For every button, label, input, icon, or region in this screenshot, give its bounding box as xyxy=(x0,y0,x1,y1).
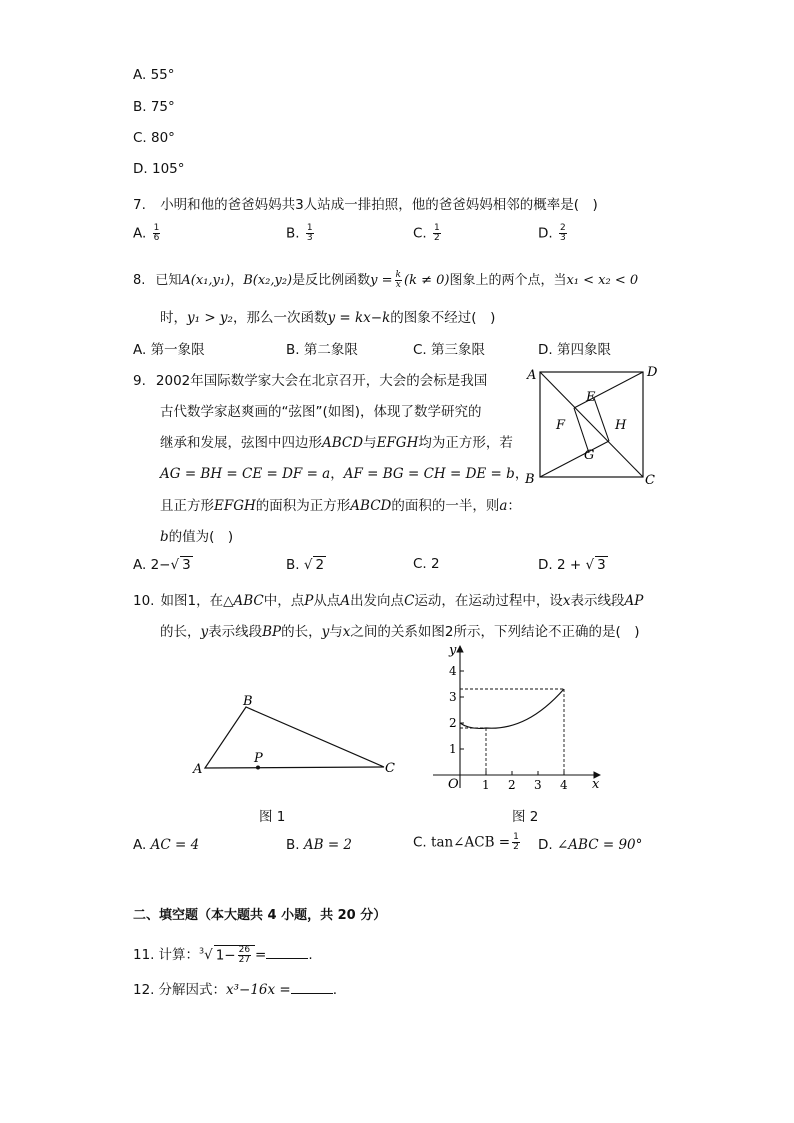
q11-answer-blank[interactable] xyxy=(266,946,308,959)
q10-option-b: B. AB = 2 xyxy=(286,837,353,853)
q8-line2: 时，y₁ > y₂，那么一次函数y = kx−k的图象不经过( ) xyxy=(160,310,496,326)
q9-line3: 继承和发展，弦图中四边形ABCD与EFGH均为正方形，若 xyxy=(160,435,513,451)
tri-label-a: A xyxy=(193,762,203,777)
q8-option-d: D. 第四象限 xyxy=(538,342,611,358)
q9-line1: 9. 2002年国际数学家大会在北京召开，大会的会标是我国 xyxy=(133,373,488,389)
q12: 12. 分解因式：x³−16x = . xyxy=(133,982,338,998)
tri-label-c: C xyxy=(385,761,395,776)
q8-option-c: C. 第三象限 xyxy=(413,342,486,358)
q8-option-b: B. 第二象限 xyxy=(286,342,358,358)
q10-figure1 xyxy=(188,690,408,780)
xtick-1: 1 xyxy=(482,778,490,792)
section2-title: 二、填空题（本大题共 4 小题，共 20 分） xyxy=(133,908,387,923)
q9-figure xyxy=(520,360,660,488)
label-a: A xyxy=(527,368,537,383)
line-df xyxy=(574,372,643,408)
ytick-1: 1 xyxy=(449,742,457,756)
q7-option-c: C. $\frac{1}{2}$ xyxy=(413,223,440,243)
q9-line6: b的值为( ) xyxy=(160,529,234,545)
q9-line5: 且正方形EFGH的面积为正方形ABCD的面积的一半，则a： xyxy=(160,498,521,514)
graph-origin: O xyxy=(448,777,459,792)
q7-number: 7. xyxy=(133,197,146,213)
label-d: D xyxy=(647,365,658,380)
q12-answer-blank[interactable] xyxy=(291,981,333,994)
q10-figure2 xyxy=(425,638,610,793)
q10-line2: 的长，y表示线段BP的长，y与x之间的关系如图2所示，下列结论不正确的是( ) xyxy=(160,624,640,640)
q9-line2: 古代数学家赵爽画的“弦图”(如图)，体现了数学研究的 xyxy=(160,404,482,420)
q7-option-a: A. $\frac{1}{6}$ xyxy=(133,223,160,243)
q10-option-c: C. tan∠ACB = $\frac{1}{2}$ xyxy=(413,832,519,852)
q6-option-b: B. 75° xyxy=(133,99,175,115)
q10-line1: 10. 如图1，在△ABC中，点P从点A出发向点C运动，在运动过程中，设x表示线段AP xyxy=(133,593,644,609)
label-h: H xyxy=(615,418,627,433)
xtick-4: 4 xyxy=(560,778,568,792)
ytick-3: 3 xyxy=(449,690,457,704)
q7-option-b: B. $\frac{1}{3}$ xyxy=(286,223,313,243)
label-g: G xyxy=(584,448,595,463)
q9-option-a: A. 2−√ 3 xyxy=(133,557,191,573)
q9-option-b: B. √ 2 xyxy=(286,557,325,573)
q7-option-d: D. $\frac{2}{3}$ xyxy=(538,223,566,243)
q6-option-a: A. 55° xyxy=(133,67,175,83)
q8-option-a: A. 第一象限 xyxy=(133,342,205,358)
line-bh xyxy=(540,441,609,477)
fig1-caption: 图 1 xyxy=(259,809,286,825)
triangle-abc xyxy=(205,707,384,768)
label-f: F xyxy=(556,418,566,433)
q9-line4: AG = BH = CE = DF = a，AF = BG = CH = DE = b， xyxy=(160,466,529,482)
label-e: E xyxy=(586,390,596,405)
q7-text: 小明和他的爸爸妈妈共3人站成一排拍照，他的爸爸妈妈相邻的概率是( ) xyxy=(160,197,598,213)
label-c: C xyxy=(645,473,655,488)
q6-option-d: D. 105° xyxy=(133,161,185,177)
q10-option-a: A. AC = 4 xyxy=(133,837,200,853)
ytick-4: 4 xyxy=(449,664,457,678)
xtick-2: 2 xyxy=(508,778,516,792)
tri-label-p: P xyxy=(254,751,263,766)
xtick-3: 3 xyxy=(534,778,542,792)
q6-option-c: C. 80° xyxy=(133,130,175,146)
tri-label-b: B xyxy=(243,694,253,709)
graph-xlabel: x xyxy=(592,777,600,792)
y-vs-x-curve xyxy=(460,689,564,728)
q9-option-c: C. 2 xyxy=(413,556,440,572)
q7-stem xyxy=(133,193,598,213)
q8-line1: 8. 已知A(x₁,y₁)，B(x₂,y₂)是反比例函数y = $\frac{k}{x}$ (k ≠ 0)图象上的两个点，当x₁ < x₂ < 0 xyxy=(133,270,639,290)
graph-ylabel: y xyxy=(449,643,457,658)
q10-option-d: D. ∠ABC = 90° xyxy=(538,837,643,853)
fig2-caption: 图 2 xyxy=(512,809,539,825)
q9-option-d: D. 2 + √ 3 xyxy=(538,557,606,573)
q11: 11. 计算：$^3$√ 1− $\frac{26}{27}$ = . xyxy=(133,944,313,965)
ytick-2: 2 xyxy=(449,716,457,730)
point-p xyxy=(256,766,260,770)
label-b: B xyxy=(525,472,535,487)
